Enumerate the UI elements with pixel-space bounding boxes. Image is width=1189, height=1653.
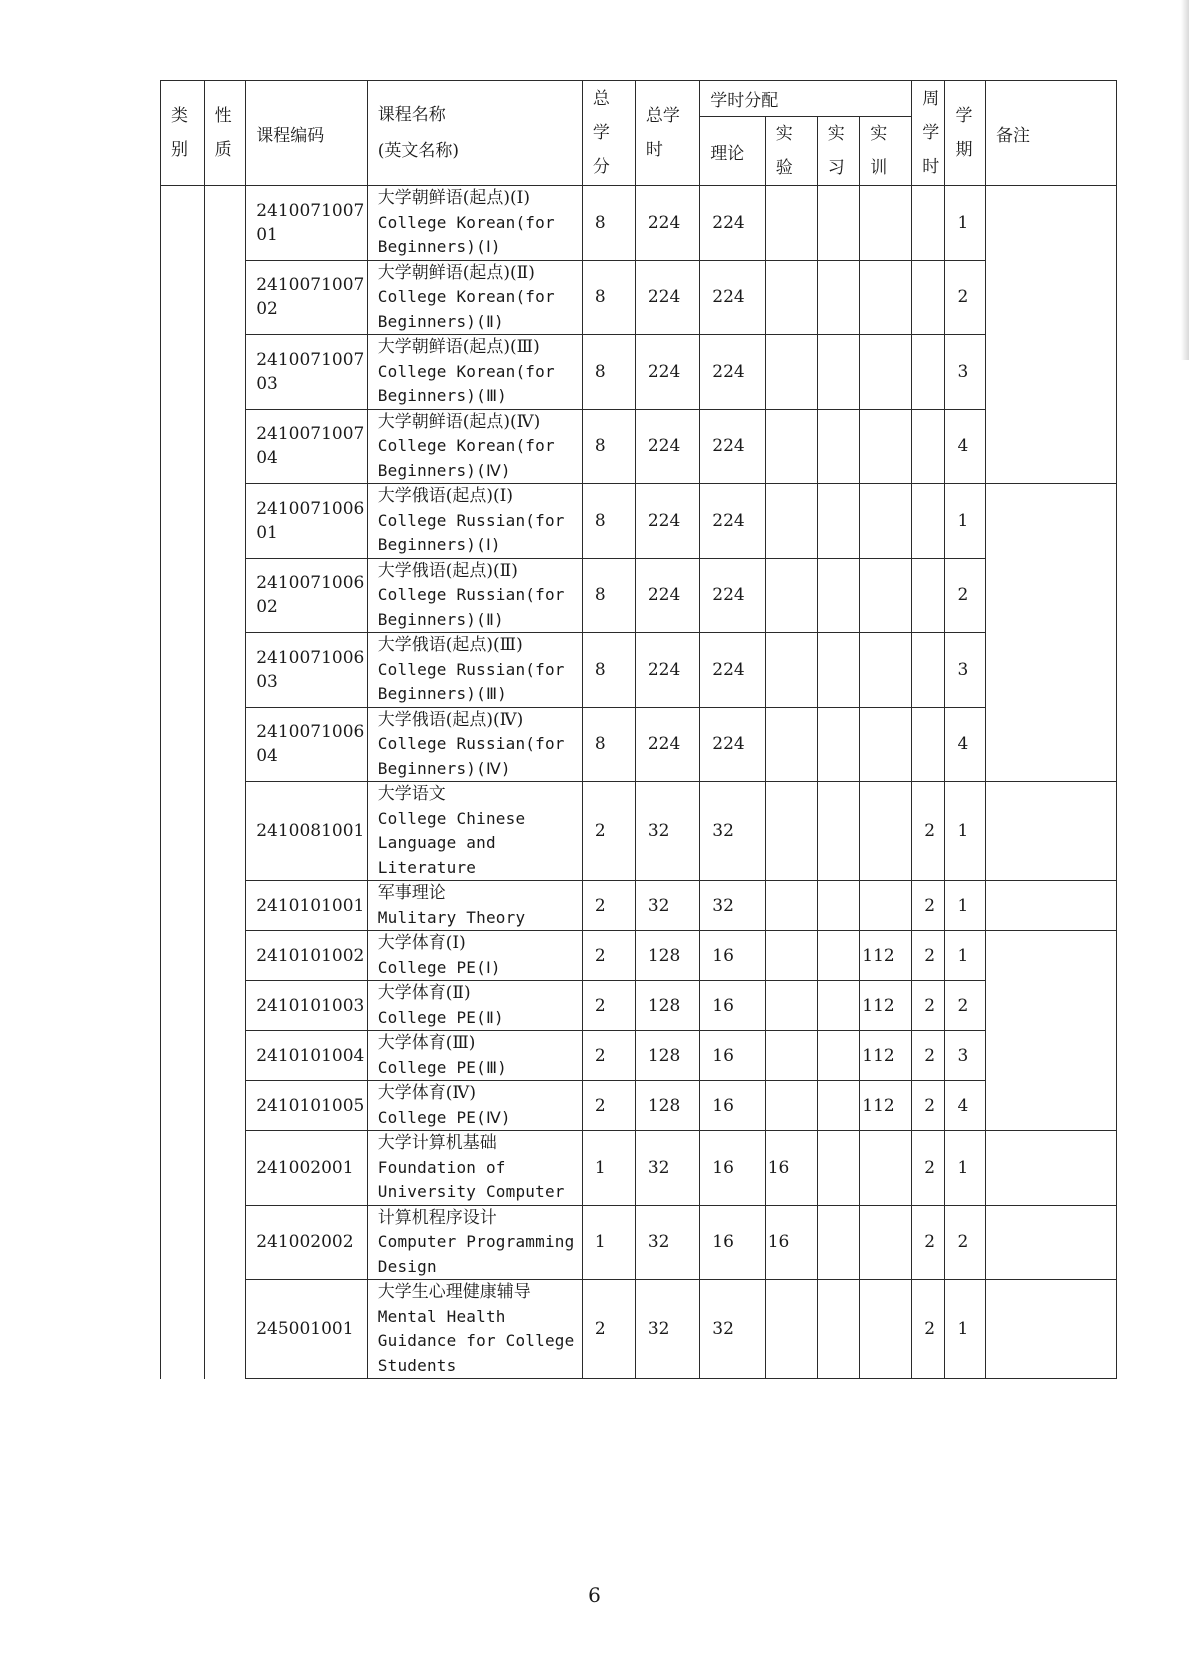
training-cell [860,409,912,484]
credits-cell: 2 [582,981,635,1031]
internship-cell [817,881,860,931]
credits-cell: 8 [582,335,635,410]
semester-cell: 3 [945,633,986,708]
internship-cell [817,260,860,335]
header-remarks: 备注 [986,81,1117,186]
course-name [367,782,582,881]
course-name-cn: 大学体育(Ⅳ) [377,1083,477,1103]
table-header [161,81,1117,186]
lab-cell [765,782,817,881]
credits-cell: 2 [582,782,635,881]
course-name-cn: 大学体育(Ⅲ) [377,1033,476,1053]
curriculum-table [160,80,1117,1379]
weekly-hours-cell [912,707,945,782]
training-cell: 112 [860,981,912,1031]
hours-cell: 32 [635,782,699,881]
weekly-hours-cell [912,409,945,484]
lab-cell [765,1280,817,1379]
remarks-cell [986,1205,1117,1280]
weekly-hours-cell [912,484,945,559]
course-code: 2410101003 [246,981,368,1031]
course-name-en: Beginners)(Ⅰ) [377,237,501,256]
credits-cell: 1 [582,1205,635,1280]
lab-cell [765,409,817,484]
theory-cell: 224 [700,633,765,708]
internship-cell [817,484,860,559]
internship-cell [817,1031,860,1081]
table-row [161,931,1117,981]
table-row [161,1280,1117,1379]
remarks-cell [986,186,1117,484]
course-name-en: College Russian(for [377,659,565,679]
course-name [367,881,582,931]
weekly-hours-cell [912,186,945,261]
course-name-cn: 大学语文 [377,784,446,804]
course-name-en: Beginners)(Ⅰ) [377,535,501,554]
header-internship: 实 习 [817,117,860,186]
nature-cell [204,186,246,1379]
theory-cell: 32 [700,1280,765,1379]
training-cell: 112 [860,931,912,981]
semester-cell: 1 [945,1280,986,1379]
header-total-credits: 总 学 分 [582,81,635,186]
weekly-hours-cell: 2 [912,1031,945,1081]
semester-cell: 1 [945,931,986,981]
theory-cell: 32 [700,881,765,931]
theory-cell: 16 [700,981,765,1031]
internship-cell [817,335,860,410]
hours-cell: 224 [635,484,699,559]
training-cell: 112 [860,1031,912,1081]
header-theory: 理论 [700,117,765,186]
theory-cell: 224 [700,186,765,261]
header-lab: 实 验 [765,117,817,186]
theory-cell: 224 [700,335,765,410]
course-code: 2410071007 03 [246,335,368,410]
course-name-en: Guidance for College [377,1331,575,1350]
course-name [367,260,582,335]
course-code: 2410071007 04 [246,409,368,484]
course-code: 2410071006 02 [246,558,368,633]
theory-cell: 16 [700,931,765,981]
header-course-name: 课程名称 (英文名称) [367,81,582,186]
semester-cell: 2 [945,1205,986,1280]
course-name-en: Beginners)(Ⅱ) [377,609,504,629]
semester-cell: 1 [945,782,986,881]
table-row [161,558,1117,633]
table-body [161,186,1117,1379]
lab-cell [765,260,817,335]
course-code: 245001001 [246,1280,368,1379]
remarks-cell [986,1280,1117,1379]
course-name [367,409,582,484]
credits-cell: 2 [582,931,635,981]
internship-cell [817,1280,860,1379]
theory-cell: 224 [700,484,765,559]
course-name-en: Mulitary Theory [377,907,526,927]
header-training: 实 训 [860,117,912,186]
course-code: 2410071006 03 [246,633,368,708]
weekly-hours-cell: 2 [912,881,945,931]
weekly-hours-cell: 2 [912,1205,945,1280]
remarks-cell [986,484,1117,782]
header-nature: 性 质 [204,81,246,186]
course-name [367,1280,582,1379]
credits-cell: 2 [582,1280,635,1379]
remarks-cell [986,1131,1117,1206]
weekly-hours-cell [912,633,945,708]
course-name [367,981,582,1031]
course-name-en: Literature [377,857,477,877]
hours-cell: 224 [635,409,699,484]
hours-cell: 128 [635,931,699,981]
hours-cell: 224 [635,335,699,410]
internship-cell [817,409,860,484]
course-name-cn: 大学生心理健康辅导 [377,1282,531,1302]
table-row [161,484,1117,559]
remarks-cell [986,931,1117,1131]
page-edge-shadow [1181,0,1189,360]
lab-cell [765,335,817,410]
course-code: 2410081001 [246,782,368,881]
lab-cell [765,981,817,1031]
theory-cell: 16 [700,1081,765,1131]
weekly-hours-cell: 2 [912,1280,945,1379]
course-name [367,1081,582,1131]
semester-cell: 4 [945,409,986,484]
course-name-cn: 大学俄语(起点)(Ⅲ) [377,635,523,655]
course-name [367,558,582,633]
course-code: 241002001 [246,1131,368,1206]
credits-cell: 2 [582,881,635,931]
course-name-cn: 大学朝鲜语(起点)(Ⅲ) [377,337,540,357]
semester-cell: 3 [945,1031,986,1081]
lab-cell [765,484,817,559]
weekly-hours-cell: 2 [912,981,945,1031]
course-code: 2410101001 [246,881,368,931]
hours-cell: 128 [635,1031,699,1081]
course-name-cn: 大学朝鲜语(起点)(Ⅰ) [377,188,531,208]
internship-cell [817,186,860,261]
theory-cell: 224 [700,558,765,633]
internship-cell [817,633,860,708]
course-name-en: University Computer [377,1182,565,1201]
hours-cell: 224 [635,260,699,335]
course-name-en: Design [377,1256,437,1276]
course-name [367,633,582,708]
course-name-en: Beginners)(Ⅱ) [377,311,504,331]
hours-cell: 32 [635,1280,699,1379]
hours-cell: 128 [635,981,699,1031]
course-name-cn: 大学俄语(起点)(Ⅳ) [377,709,524,730]
credits-cell: 2 [582,1031,635,1081]
course-name-en: College Korean(for [377,212,555,232]
credits-cell: 8 [582,409,635,484]
course-name-cn: 大学俄语(起点)(Ⅱ) [377,560,518,581]
table-row [161,1081,1117,1131]
internship-cell [817,782,860,881]
theory-cell: 32 [700,782,765,881]
course-code: 2410071007 01 [246,186,368,261]
training-cell [860,1205,912,1280]
header-hour-distribution: 学时分配 [700,81,912,117]
table-row [161,633,1117,708]
semester-cell: 2 [945,981,986,1031]
table-row [161,707,1117,782]
course-name-cn: 大学朝鲜语(起点)(Ⅳ) [377,411,541,432]
lab-cell [765,633,817,708]
hours-cell: 224 [635,558,699,633]
course-name-en: College Russian(for [377,734,565,753]
training-cell [860,707,912,782]
semester-cell: 4 [945,1081,986,1131]
header-category: 类 别 [161,81,205,186]
course-name [367,335,582,410]
internship-cell [817,707,860,782]
course-name-en: College PE(Ⅲ) [377,1057,508,1077]
table-row [161,409,1117,484]
semester-cell: 1 [945,484,986,559]
semester-cell: 1 [945,881,986,931]
course-code: 2410101005 [246,1081,368,1131]
training-cell [860,484,912,559]
course-name-en: Language and [377,833,496,852]
credits-cell: 2 [582,1081,635,1131]
internship-cell [817,1081,860,1131]
course-name [367,1205,582,1280]
table-row [161,186,1117,261]
weekly-hours-cell [912,335,945,410]
lab-cell [765,707,817,782]
remarks-cell [986,881,1117,931]
credits-cell: 8 [582,260,635,335]
semester-cell: 1 [945,186,986,261]
header-semester: 学 期 [945,81,986,186]
course-name-cn: 军事理论 [377,883,446,903]
credits-cell: 8 [582,558,635,633]
course-code: 2410071006 04 [246,707,368,782]
table-row [161,1131,1117,1206]
course-name-en: College Russian(for [377,585,565,604]
course-code: 241002002 [246,1205,368,1280]
table-row [161,881,1117,931]
course-name-en: College Korean(for [377,436,555,455]
course-name-en: College Korean(for [377,287,555,306]
internship-cell [817,931,860,981]
hours-cell: 32 [635,1205,699,1280]
course-name-en: College Korean(for [377,361,555,381]
credits-cell: 1 [582,1131,635,1206]
semester-cell: 2 [945,558,986,633]
weekly-hours-cell [912,558,945,633]
training-cell [860,260,912,335]
course-name-cn: 计算机程序设计 [377,1207,497,1228]
course-code: 2410101002 [246,931,368,981]
theory-cell: 16 [700,1031,765,1081]
course-name [367,707,582,782]
course-name-en: Beginners)(Ⅳ) [377,758,511,778]
weekly-hours-cell: 2 [912,1081,945,1131]
training-cell [860,782,912,881]
hours-cell: 32 [635,1131,699,1206]
semester-cell: 3 [945,335,986,410]
course-name-en: Foundation of [377,1157,506,1177]
training-cell [860,633,912,708]
course-name [367,1031,582,1081]
course-name-en: College PE(Ⅰ) [377,957,501,977]
internship-cell [817,1205,860,1280]
header-weekly-hours: 周 学 时 [912,81,945,186]
lab-cell [765,931,817,981]
credits-cell: 8 [582,484,635,559]
semester-cell: 2 [945,260,986,335]
hours-cell: 32 [635,881,699,931]
course-name-en: Beginners)(Ⅲ) [377,684,508,703]
hours-cell: 224 [635,633,699,708]
course-name-en: Beginners)(Ⅲ) [377,386,508,405]
table-row [161,335,1117,410]
course-name-cn: 大学计算机基础 [377,1133,497,1153]
training-cell [860,335,912,410]
credits-cell: 8 [582,186,635,261]
course-code: 2410071006 01 [246,484,368,559]
theory-cell: 16 [700,1131,765,1206]
lab-cell [765,186,817,261]
lab-cell [765,558,817,633]
course-name-en: College PE(Ⅱ) [377,1007,504,1027]
hours-cell: 224 [635,186,699,261]
theory-cell: 16 [700,1205,765,1280]
credits-cell: 8 [582,707,635,782]
credits-cell: 8 [582,633,635,708]
training-cell [860,881,912,931]
table-row [161,782,1117,881]
remarks-cell [986,782,1117,881]
lab-cell [765,1031,817,1081]
course-code: 2410101004 [246,1031,368,1081]
course-name-en: Students [377,1355,457,1375]
theory-cell: 224 [700,409,765,484]
theory-cell: 224 [700,707,765,782]
weekly-hours-cell: 2 [912,931,945,981]
course-name [367,484,582,559]
lab-cell: 16 [765,1131,817,1206]
hours-cell: 128 [635,1081,699,1131]
course-name [367,931,582,981]
course-name-en: College Russian(for [377,510,565,530]
course-name [367,186,582,261]
internship-cell [817,1131,860,1206]
page-number: 6 [588,1583,601,1607]
hours-cell: 224 [635,707,699,782]
course-name-en: Mental Health [377,1306,506,1326]
course-name-cn: 大学朝鲜语(起点)(Ⅱ) [377,262,535,283]
lab-cell: 16 [765,1205,817,1280]
theory-cell: 224 [700,260,765,335]
training-cell [860,186,912,261]
table-row [161,1205,1117,1280]
training-cell [860,1280,912,1379]
course-name-en: College PE(Ⅳ) [377,1107,511,1127]
course-name-cn: 大学体育(Ⅱ) [377,983,471,1003]
course-name [367,1131,582,1206]
header-total-hours: 总学 时 [635,81,699,186]
training-cell [860,1131,912,1206]
header-course-code: 课程编码 [246,81,368,186]
training-cell: 112 [860,1081,912,1131]
internship-cell [817,981,860,1031]
course-name-en: Beginners)(Ⅳ) [377,460,511,480]
weekly-hours-cell: 2 [912,782,945,881]
table-row [161,260,1117,335]
semester-cell: 4 [945,707,986,782]
course-name-en: College Chinese [377,808,526,828]
course-name-cn: 大学体育(Ⅰ) [377,933,466,953]
semester-cell: 1 [945,1131,986,1206]
lab-cell [765,881,817,931]
table-row [161,1031,1117,1081]
table-row [161,981,1117,1031]
training-cell [860,558,912,633]
weekly-hours-cell: 2 [912,1131,945,1206]
course-name-cn: 大学俄语(起点)(Ⅰ) [377,486,514,506]
internship-cell [817,558,860,633]
course-code: 2410071007 02 [246,260,368,335]
weekly-hours-cell [912,260,945,335]
course-name-en: Computer Programming [377,1232,575,1251]
lab-cell [765,1081,817,1131]
category-cell [161,186,205,1379]
